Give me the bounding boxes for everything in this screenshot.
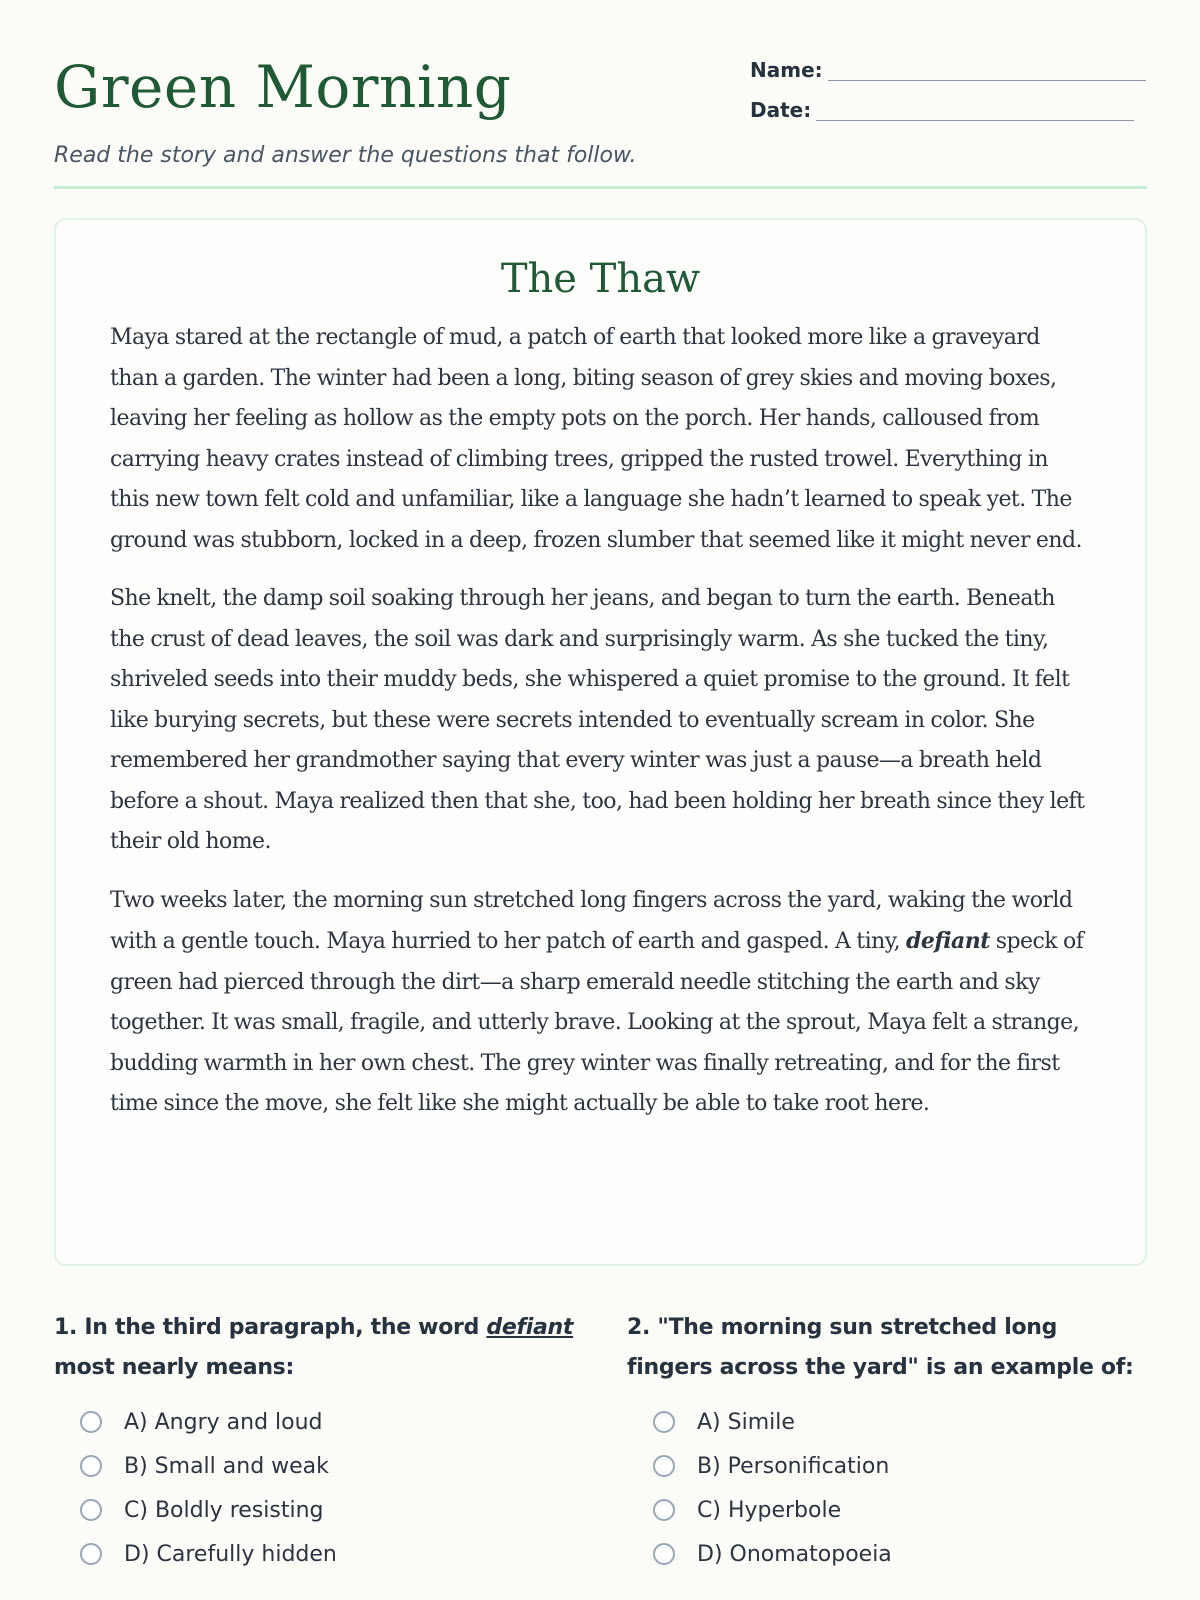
option-label: B) Small and weak	[124, 1453, 329, 1479]
option-label: C) Boldly resisting	[124, 1497, 324, 1523]
radio-button[interactable]	[80, 1411, 102, 1433]
question-1-keyword: defiant	[486, 1315, 574, 1340]
question-2-option-c[interactable]	[653, 1488, 1147, 1532]
option-label: C) Hyperbole	[697, 1497, 842, 1523]
option-label: B) Personification	[697, 1453, 890, 1479]
option-label: D) Onomatopoeia	[697, 1541, 892, 1567]
question-2-stem: 2. "The morning sun stretched long fingers across the yard" is an example of:	[627, 1315, 1134, 1380]
name-line[interactable]	[828, 80, 1146, 81]
question-1-stem-start: 1. In the third paragraph, the word	[54, 1315, 487, 1340]
option-label: A) Angry and loud	[124, 1409, 323, 1435]
name-field[interactable]	[750, 58, 1146, 82]
question-1-option-c[interactable]	[80, 1488, 574, 1532]
page-title: Green Morning	[54, 53, 512, 121]
story-card	[54, 218, 1147, 1266]
date-label: Date:	[750, 98, 812, 122]
question-1-stem-end: most nearly means:	[54, 1355, 294, 1380]
date-field[interactable]	[750, 98, 1134, 122]
story-paragraph-1: Maya stared at the rectangle of mud, a patch of earth that looked more like a graveyard than a garden. The winter had been a long, biting season of grey skies and moving boxes, leaving her feeling as hollow as the empty pots on the porch. Her hands, calloused from carrying heavy crates instead of climbing trees, gripped the rusted trowel. Everything in this new town felt cold and unfamiliar, like a language she hadn’t learned to speak yet. The ground was stubborn, locked in a deep, frozen slumber that seemed like it might never end.	[110, 325, 1082, 553]
instructions: Read the story and answer the questions that follow.	[54, 143, 637, 168]
date-line[interactable]	[816, 120, 1134, 121]
question-1-stem	[54, 1308, 574, 1388]
radio-button[interactable]	[653, 1455, 675, 1477]
question-1-option-d[interactable]	[80, 1532, 574, 1576]
question-2-option-a[interactable]	[653, 1400, 1147, 1444]
radio-button[interactable]	[653, 1499, 675, 1521]
story-paragraph-3-start: Two weeks later, the morning sun stretched long fingers across the yard, waking the world with a gentle touch. Maya hurried to her patch of earth and gasped. A tiny,	[110, 887, 1073, 954]
radio-button[interactable]	[653, 1543, 675, 1565]
question-1-option-a[interactable]	[80, 1400, 574, 1444]
story-title: The Thaw	[500, 256, 701, 302]
question-1-option-b[interactable]	[80, 1444, 574, 1488]
option-label: D) Carefully hidden	[124, 1541, 337, 1567]
story-paragraph-3-end: speck of green had pierced through the dirt—a sharp emerald needle stitching the earth and sky together. It was small, fragile, and utterly brave. Looking at the sprout, Maya felt a strange, budding warmth in her own chest. The grey winter was finally retreating, and for the first time since the move, she felt like she might actually be able to take root here.	[110, 929, 1084, 1116]
name-label: Name:	[750, 58, 823, 82]
question-2-option-b[interactable]	[653, 1444, 1147, 1488]
emphasized-word: defiant	[906, 928, 990, 954]
story-paragraph-2: She knelt, the damp soil soaking through her jeans, and began to turn the earth. Beneath the crust of dead leaves, the soil was dark and surprisingly warm. As she tucked the tiny, shriveled seeds into their muddy beds, she whispered a quiet promise to the ground. It felt like burying secrets, but these were secrets intended to eventually scream in color. She remembered her grandmother saying that every winter was just a pause—a breath held before a shout. Maya realized then that she, too, had been holding her breath since they left their old home.	[110, 586, 1085, 854]
radio-button[interactable]	[80, 1499, 102, 1521]
question-1	[54, 1308, 574, 1576]
header-divider	[54, 186, 1147, 189]
radio-button[interactable]	[80, 1543, 102, 1565]
radio-button[interactable]	[80, 1455, 102, 1477]
story-paragraph-3	[110, 881, 1091, 1125]
option-label: A) Simile	[697, 1409, 795, 1435]
question-2-option-d[interactable]	[653, 1532, 1147, 1576]
radio-button[interactable]	[653, 1411, 675, 1433]
question-2	[627, 1308, 1147, 1576]
